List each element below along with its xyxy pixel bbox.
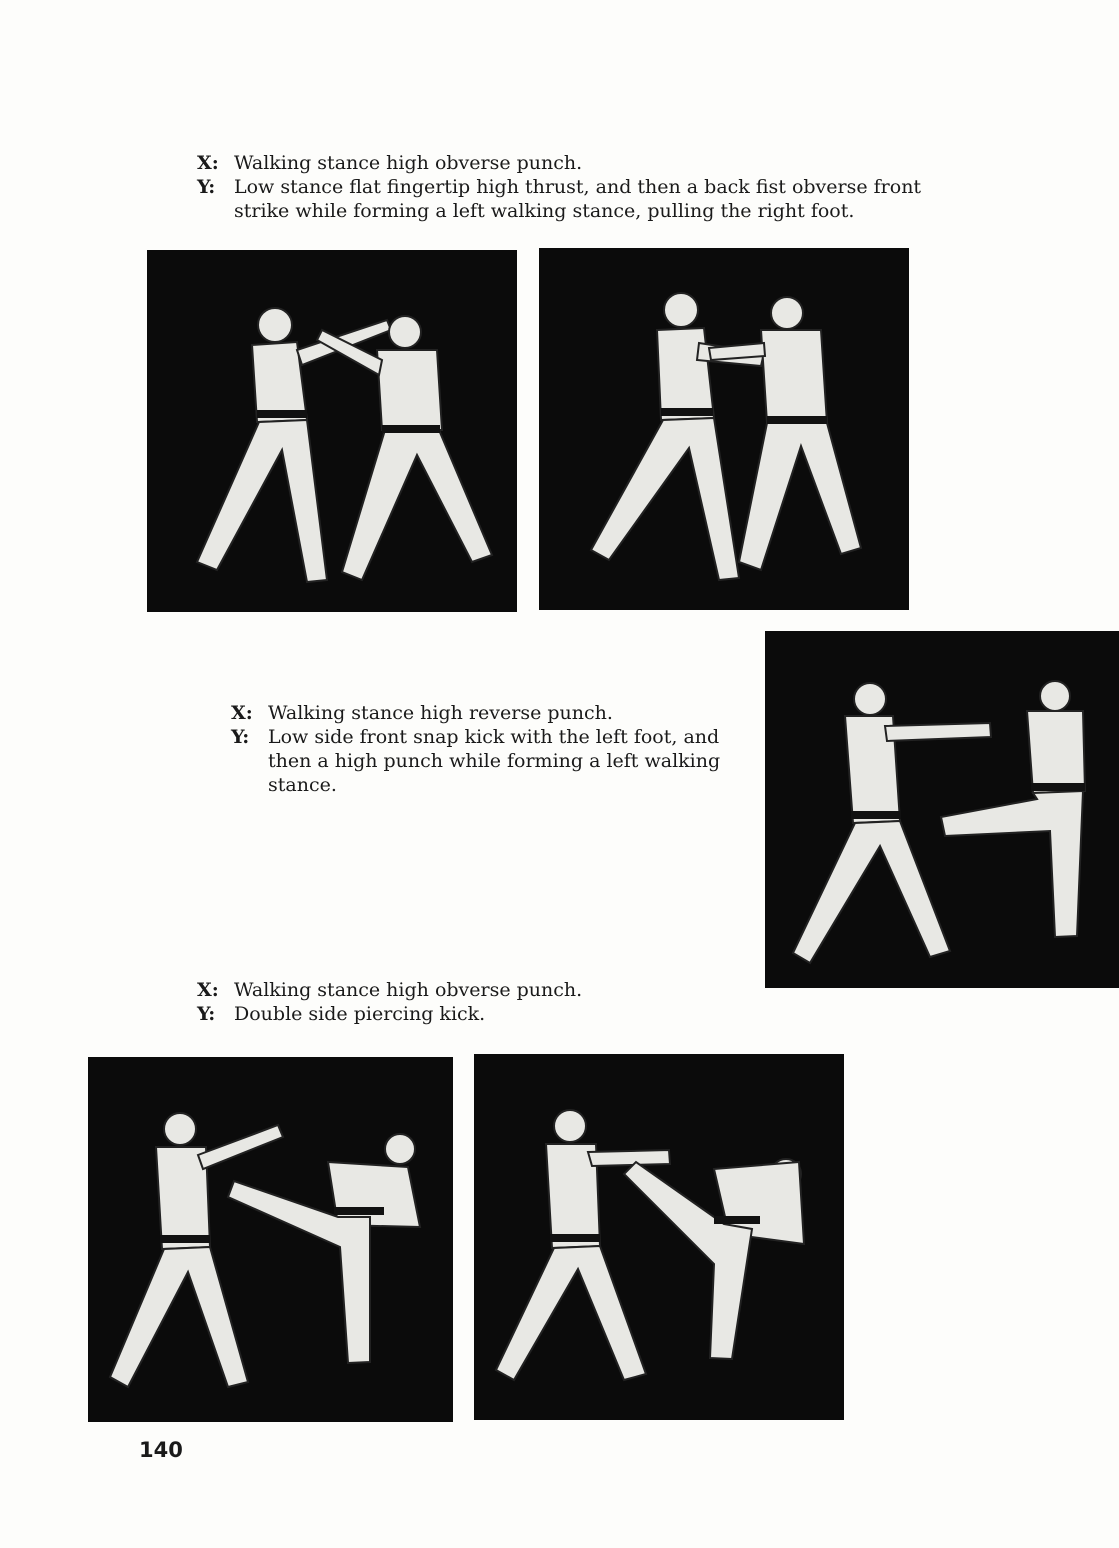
caption-2-line-y [231,725,751,797]
caption-text: Low side front snap kick with the left foot, and then a high punch while forming a left walking stance. [268,726,721,796]
caption-key: X: [197,152,219,174]
sparring-figures-illustration [88,1057,453,1422]
caption-key: Y: [197,1003,216,1025]
caption-3-line-x [197,978,757,1002]
caption-text: Low stance flat fingertip high thrust, and then a back fist obverse front strike while forming a left walking stance, pulling the right foot. [234,176,922,222]
caption-text: Walking stance high obverse punch. [234,979,583,1001]
caption-3 [197,978,757,1026]
caption-key: Y: [197,176,216,198]
caption-1 [197,151,967,223]
page-number: 140 [139,1438,183,1462]
sparring-figures-illustration [147,250,517,612]
caption-text: Double side piercing kick. [234,1003,486,1025]
sparring-figures-illustration [474,1054,844,1420]
photo-fingertip-thrust-2 [539,248,909,610]
sparring-figures-illustration [765,631,1119,988]
photo-snap-kick [765,631,1119,988]
sparring-figures-illustration [539,248,909,610]
caption-key: X: [231,702,253,724]
caption-text: Walking stance high reverse punch. [268,702,613,724]
caption-1-line-x [197,151,967,175]
caption-key: X: [197,979,219,1001]
photo-side-piercing-kick-2 [474,1054,844,1420]
caption-3-line-y [197,1002,757,1026]
caption-2 [231,701,751,797]
photo-side-piercing-kick-1 [88,1057,453,1422]
caption-key: Y: [231,726,250,748]
photo-fingertip-thrust-1 [147,250,517,612]
caption-text: Walking stance high obverse punch. [234,152,583,174]
caption-1-line-y [197,175,967,223]
caption-2-line-x [231,701,751,725]
